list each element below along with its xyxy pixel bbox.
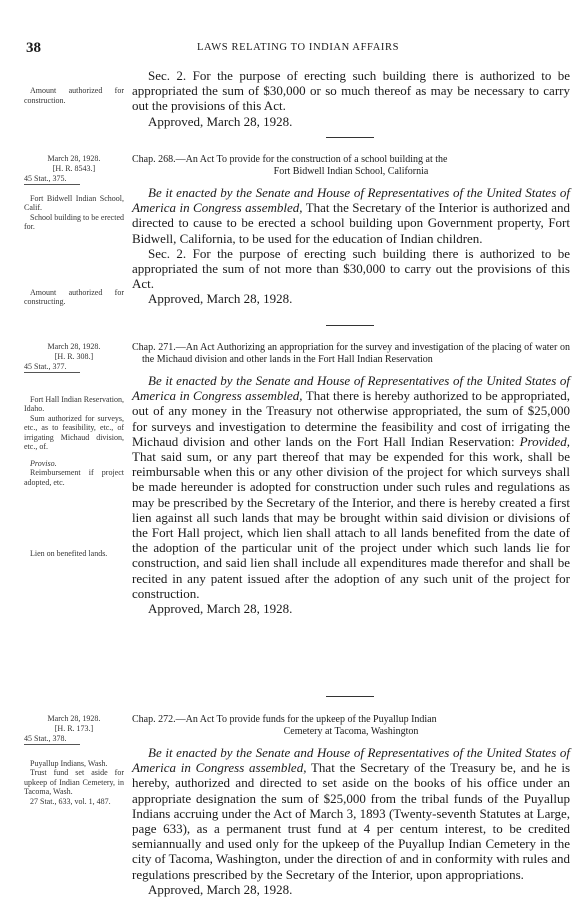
page-number: 38 — [26, 40, 41, 56]
margin-note-amount-top: Amount authorized for construction. — [24, 86, 124, 105]
margin-chap-272 — [24, 714, 124, 806]
chapter-body: Be it enacted by the Senate and House of Representatives of the United States of America in Congress assembled, That the Secretary of the Treasury be, and he is hereby, authorized and directed to set aside on the books of his office under an appropriate designation the sum of $25,000 from the tribal funds of the Puyallup Indians accruing under the Act of March 3, 1893 (Twenty-seventh Statutes at Large, page 633), as a permanent trust fund at 4 per centum interest, to be credited semiannually and used only for the upkeep of the Puyallup Indian Cemetery in the city of Tacoma, Washington, under the direction of and in conformity with rules and regulations prescribed by the Secretary of the Interior, upon appropriations. — [132, 745, 571, 882]
chapter-271 — [132, 342, 570, 616]
chapter-section-2: Sec. 2. For the purpose of erecting such building there is authorized to be appropriated the sum of not more than $30,000 to carry out the provisions of this Act. — [132, 245, 570, 292]
enacting-clause: Be it enacted by the Senate and House of Representatives of the United States of America in Congress assembled, — [132, 185, 570, 216]
section-divider — [326, 325, 374, 326]
proviso-word: Provided, — [519, 433, 570, 449]
margin-bill: [H. R. 8543.] — [52, 163, 96, 173]
chapter-title: Chap. 272.—An Act To provide funds for the upkeep of the Puyallup Indian — [132, 714, 437, 725]
margin-reimbursement: Reimbursement if project adopted, etc. — [24, 468, 124, 487]
margin-amount: Amount authorized for constructing. — [24, 287, 124, 306]
chapter-body: Be it enacted by the Senate and House of Representatives of the United States of America in Congress assembled, That there is hereby authorized to be appropriated, out of any money in the Treasury not otherwise appropriated, the sum of $25,000 for surveys and investigation to determine the feasibility and cost of irrigating the Michaud division and other lands on the Fort Hall Indian Reservation: Provided, That said sum, or any part thereof that may be expended for this work, shall be reimbursable when this or any other division of the project for which surveys shall be made hereunder is adopted for construction under such rules and regulations as may be prescribed by the Secretary of the Interior, and there is hereby created a first lien against all such lands that may be brought within said division or divisions of the Fort Hall project, which lien shall attach to all lands benefited from the date of the adoption of the particular unit of the project under which such lands lie for construction, and said lien shall include all expenditures made therefor and shall be recited in any patent issued after the adoption of any such unit of the project for construction. — [132, 373, 570, 601]
running-title: LAWS RELATING TO INDIAN AFFAIRS — [196, 42, 400, 53]
enacting-clause: Be it enacted by the Senate and House of Representatives of the United States of America in Congress assembled, — [132, 745, 570, 776]
margin-subject: Puyallup Indians, Wash. — [30, 758, 108, 768]
margin-trust: Trust fund set aside for upkeep of Indian Cemetery, in Tacoma, Wash. — [24, 768, 124, 796]
enacting-clause: Be it enacted by the Senate and House of Representatives of the United States of America in Congress assembled, — [132, 373, 570, 404]
margin-date: March 28, 1928. — [47, 714, 101, 723]
approved-line: Approved, March 28, 1928. — [148, 601, 293, 617]
margin-chap-268 — [24, 154, 124, 307]
margin-date: March 28, 1928. — [47, 154, 101, 163]
margin-chap-271 — [24, 342, 124, 559]
chapter-title: Chap. 271.—An Act Authorizing an appropriation for the survey and investigation of the placing of water on the Michaud division and other lands in the Fort Hall Indian Reservation — [132, 342, 570, 365]
margin-subject: Fort Hall Indian Reservation, Idaho. — [24, 394, 124, 413]
approved-line: Approved, March 28, 1928. — [148, 113, 293, 129]
margin-ref: 27 Stat., 633, vol. 1, 487. — [30, 796, 111, 806]
chapter-272 — [132, 714, 570, 897]
margin-stat: 45 Stat., 375. — [24, 174, 80, 185]
margin-lien: Lien on benefited lands. — [30, 549, 108, 558]
margin-date: March 28, 1928. — [47, 342, 101, 351]
approved-line: Approved, March 28, 1928. — [148, 881, 293, 897]
margin-bill: [H. R. 308.] — [54, 351, 94, 361]
margin-stat: 45 Stat., 378. — [24, 734, 80, 745]
margin-subject: Fort Bidwell Indian School, Calif. — [24, 193, 124, 212]
margin-proviso: Proviso. — [30, 458, 57, 468]
chapter-268 — [132, 154, 570, 307]
section-divider — [326, 696, 374, 697]
chapter-title: Chap. 268.—An Act To provide for the construction of a school building at the — [132, 154, 448, 165]
page-header — [26, 40, 570, 56]
approved-line: Approved, March 28, 1928. — [148, 291, 293, 307]
chapter-body: Be it enacted by the Senate and House of Representatives of the United States of America in Congress assembled, That the Secretary of the Interior is authorized and directed to cause to be erected a school building upon Government property, Fort Bidwell, California, to be used for the education of Indian children. — [132, 185, 570, 246]
margin-sum: Sum authorized for surveys, etc., as to feasibility, etc., of irrigating Michaud division, etc., of. — [24, 413, 124, 451]
margin-subject-2: School building to be erected for. — [24, 212, 124, 231]
chapter-title-2: Cemetery at Tacoma, Washington — [283, 725, 419, 737]
margin-stat: 45 Stat., 377. — [24, 362, 80, 373]
section-2-text: Sec. 2. For the purpose of erecting such building there is authorized to be appropriated the sum of $30,000 or so much thereof as may be necessary to carry out the provisions of this Act. — [132, 68, 570, 114]
section-top — [132, 68, 570, 129]
chapter-title-2: Fort Bidwell Indian School, California — [273, 165, 429, 177]
section-divider — [326, 137, 374, 138]
margin-bill: [H. R. 173.] — [54, 723, 94, 733]
